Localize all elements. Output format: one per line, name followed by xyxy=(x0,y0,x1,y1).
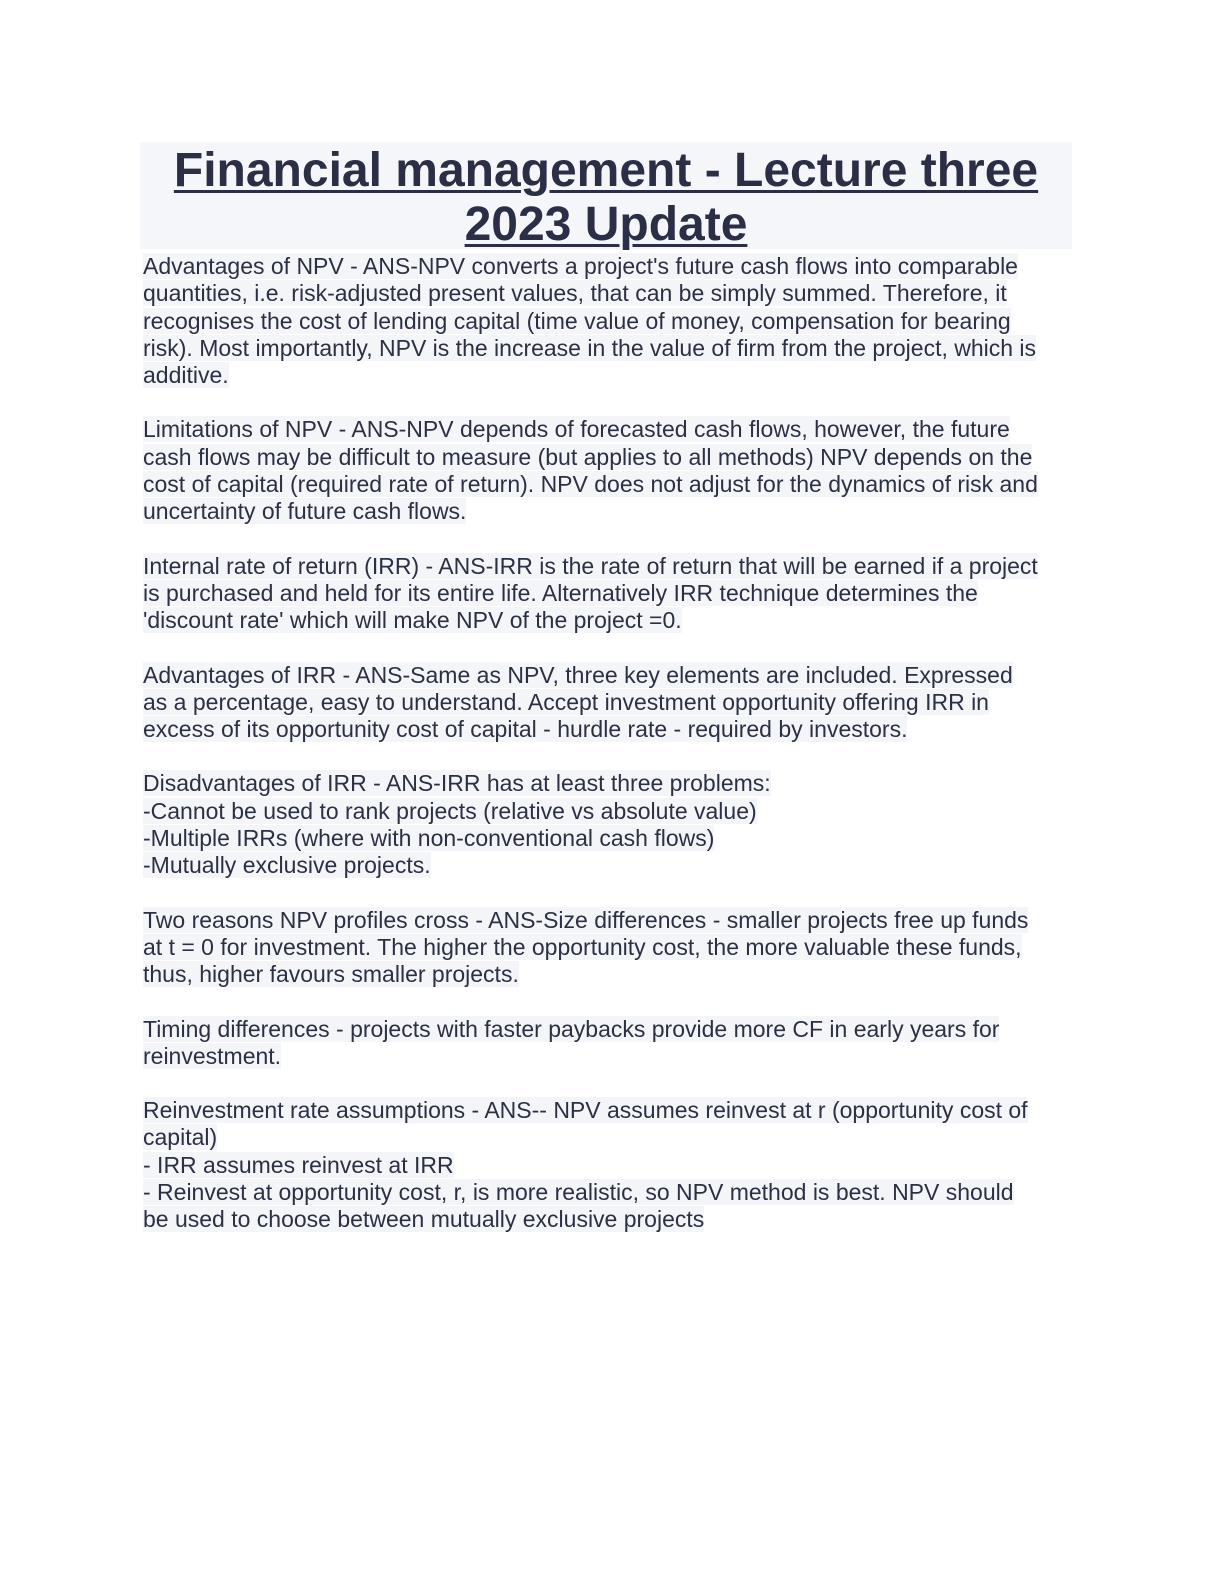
text-line-content: additive. xyxy=(143,362,229,389)
text-line xyxy=(143,852,1072,879)
text-line-content: -Cannot be used to rank projects (relative vs absolute value) xyxy=(143,797,757,824)
text-line xyxy=(143,444,1072,471)
text-line-content: quantities, i.e. risk-adjusted present values, that can be simply summed. Therefore, it xyxy=(143,280,1007,307)
title-line: 2023 Update xyxy=(464,198,748,251)
text-line-content: as a percentage, easy to understand. Accept investment opportunity offering IRR in xyxy=(143,688,989,715)
paragraph-limitations-npv xyxy=(143,416,1072,525)
text-line-content: be used to choose between mutually exclusive projects xyxy=(143,1206,705,1233)
paragraph-reinvestment-rate xyxy=(143,1097,1072,1233)
text-line-content: thus, higher favours smaller projects. xyxy=(143,961,519,988)
paragraph-irr-definition xyxy=(143,553,1072,635)
text-line-content: cost of capital (required rate of return). NPV does not adjust for the dynamics of risk and xyxy=(143,471,1038,498)
text-line-content: Disadvantages of IRR - ANS-IRR has at least three problems: xyxy=(143,770,771,797)
text-line-content: - IRR assumes reinvest at IRR xyxy=(143,1151,454,1178)
text-line xyxy=(143,689,1072,716)
text-line xyxy=(143,770,1072,797)
text-line xyxy=(143,607,1072,634)
document-body xyxy=(140,253,1072,1234)
text-line-content: 'discount rate' which will make NPV of the project =0. xyxy=(143,607,682,634)
text-line xyxy=(143,471,1072,498)
text-line xyxy=(143,553,1072,580)
text-line-content: Advantages of NPV - ANS-NPV converts a project's future cash flows into comparable xyxy=(143,253,1018,279)
document-title xyxy=(140,142,1072,249)
text-line xyxy=(143,416,1072,443)
text-line xyxy=(143,662,1072,689)
text-line-content: Limitations of NPV - ANS-NPV depends of forecasted cash flows, however, the future xyxy=(143,416,1010,443)
text-line xyxy=(143,253,1072,280)
text-line-content: -Mutually exclusive projects. xyxy=(143,852,431,879)
paragraph-timing-differences xyxy=(143,1016,1072,1071)
text-line-content: Reinvestment rate assumptions - ANS-- NPV assumes reinvest at r (opportunity cost of xyxy=(143,1097,1028,1124)
paragraph-npv-profiles-cross xyxy=(143,907,1072,989)
text-line-content: cash flows may be difficult to measure (but applies to all methods) NPV depends on the xyxy=(143,443,1033,470)
text-line-content: capital) xyxy=(143,1124,218,1151)
text-line xyxy=(143,1152,1072,1179)
paragraph-disadvantages-irr xyxy=(143,770,1072,879)
text-line xyxy=(143,1016,1072,1043)
text-line xyxy=(143,335,1072,362)
text-line-content: -Multiple IRRs (where with non-conventional cash flows) xyxy=(143,825,715,852)
text-line xyxy=(143,961,1072,988)
text-line xyxy=(143,1124,1072,1151)
text-line-content: Internal rate of return (IRR) - ANS-IRR is the rate of return that will be earned if a project xyxy=(143,552,1038,579)
text-line xyxy=(143,280,1072,307)
text-line-content: is purchased and held for its entire life. Alternatively IRR technique determines the xyxy=(143,579,978,606)
text-line-content: Advantages of IRR - ANS-Same as NPV, three key elements are included. Expressed xyxy=(143,661,1013,688)
text-line xyxy=(143,798,1072,825)
text-line xyxy=(143,1043,1072,1070)
text-line-content: risk). Most importantly, NPV is the increase in the value of firm from the project, which is xyxy=(143,334,1037,361)
text-line-content: excess of its opportunity cost of capital - hurdle rate - required by investors. xyxy=(143,716,908,743)
text-line xyxy=(143,934,1072,961)
text-line xyxy=(143,716,1072,743)
text-line xyxy=(143,498,1072,525)
text-line xyxy=(143,907,1072,934)
text-line xyxy=(143,1179,1072,1206)
document-page xyxy=(140,142,1072,1261)
title-line: Financial management - Lecture three xyxy=(173,144,1039,197)
text-line-content: reinvestment. xyxy=(143,1042,282,1069)
text-line xyxy=(143,580,1072,607)
text-line-content: Timing differences - projects with faster paybacks provide more CF in early years for xyxy=(143,1015,1000,1042)
text-line xyxy=(143,825,1072,852)
text-line xyxy=(143,362,1072,389)
text-line-content: at t = 0 for investment. The higher the opportunity cost, the more valuable these funds, xyxy=(143,933,1022,960)
paragraph-advantages-irr xyxy=(143,662,1072,744)
text-line-content: recognises the cost of lending capital (time value of money, compensation for bearing xyxy=(143,307,1011,334)
paragraph-advantages-npv xyxy=(143,253,1072,389)
text-line-content: - Reinvest at opportunity cost, r, is more realistic, so NPV method is best. NPV should xyxy=(143,1179,1014,1206)
text-line-content: Two reasons NPV profiles cross - ANS-Size differences - smaller projects free up funds xyxy=(143,906,1029,933)
text-line xyxy=(143,1097,1072,1124)
text-line xyxy=(143,1206,1072,1233)
text-line xyxy=(143,308,1072,335)
text-line-content: uncertainty of future cash flows. xyxy=(143,498,467,525)
